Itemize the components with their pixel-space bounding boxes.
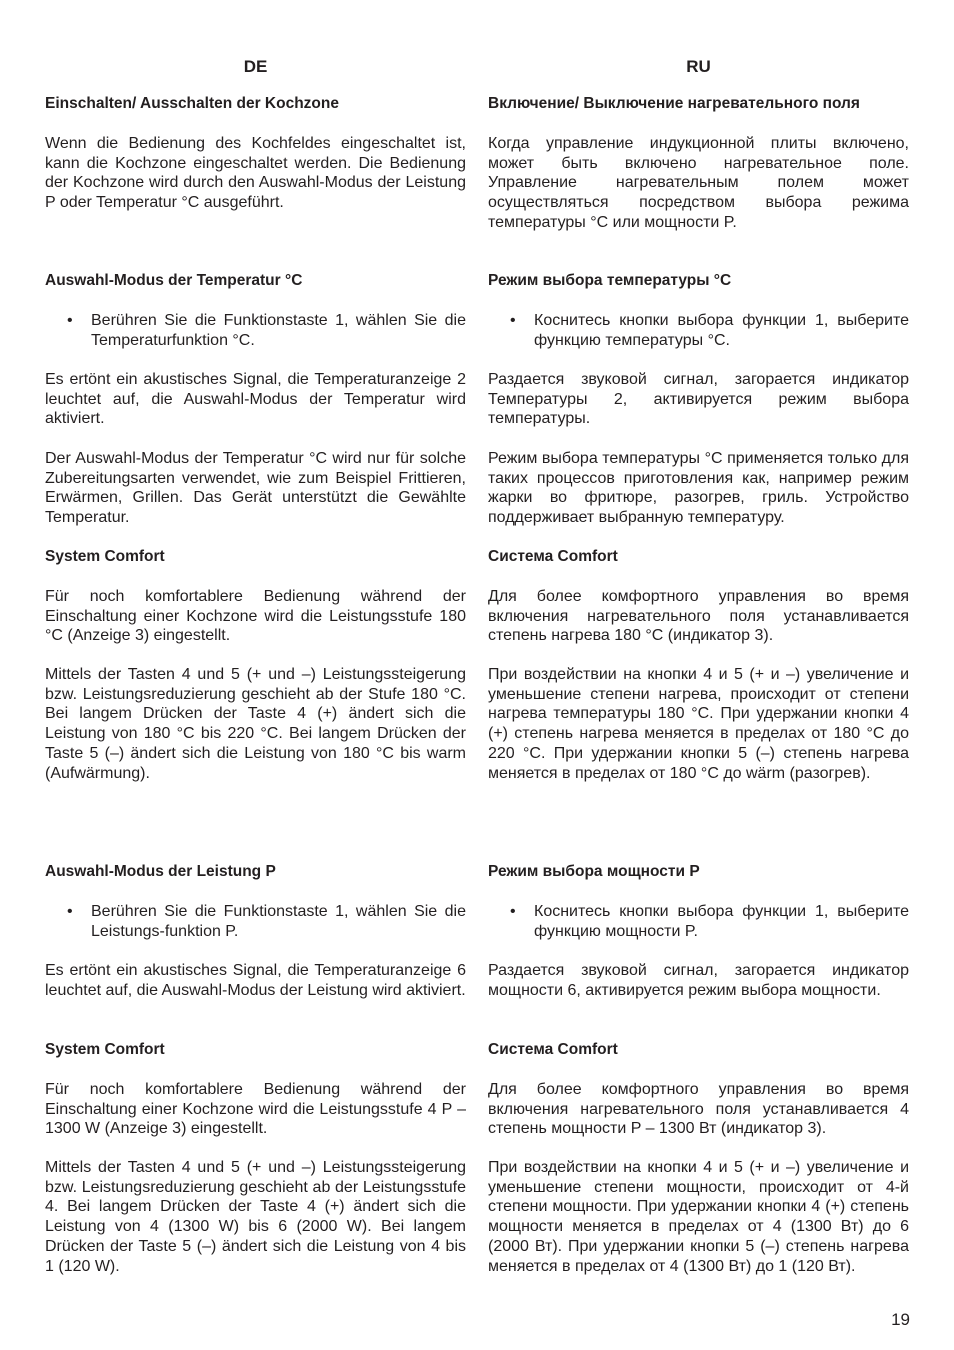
paragraph-temperature-usage: Режим выбора температуры °C применяется только для таких процессов приготовления как, например режим жарки во фритюре, разогрев, гриль. Устройство поддерживает выбранную температуру.: [488, 450, 909, 527]
paragraph-temperature-keys: Mittels der Tasten 4 und 5 (+ und –) Leistungssteigerung bzw. Leistungsreduzierung geschieht ab der Stufe 180 °C. Bei langem Drücken der Taste 4 (+) ändert sich die Leistung von 180 °C bis 220 °C. Bei langem Drücken der Taste 5 (–) ändert sich die Leistung von 180 °C bis warm (Aufwärmung).: [45, 666, 466, 782]
heading-comfort-temperature: Система Comfort: [488, 548, 618, 565]
heading-switch-on-off: Einschalten/ Ausschalten der Kochzone: [45, 95, 339, 112]
paragraph-comfort-power: Für noch komfortablere Bedienung während der Einschaltung einer Kochzone wird die Leistungsstufe 4 P – 1300 W (Anzeige 3) eingestellt.: [45, 1081, 466, 1138]
language-heading-ru: RU: [686, 57, 711, 76]
bullet-power-select: [45, 902, 466, 941]
bullet-text: Berühren Sie die Funktionstaste 1, wählen Sie die Leistungs-funktion P.: [91, 903, 466, 940]
heading-temperature-mode: Режим выбора температуры °C: [488, 272, 732, 289]
heading-comfort-power: Система Comfort: [488, 1041, 618, 1058]
paragraph-comfort-temperature: Для более комфортного управления во время включения нагревательного поля устанавливается степень нагрева 180 °C (индикатор 3).: [488, 588, 909, 645]
heading-comfort-power: System Comfort: [45, 1041, 165, 1058]
page-number: 19: [891, 1310, 910, 1329]
paragraph-temperature-signal: Раздается звуковой сигнал, загорается индикатор Температуры 2, активируется режим выбора температуры.: [488, 371, 909, 428]
bullet-icon: •: [510, 312, 516, 329]
bullet-temperature-select: [488, 311, 909, 350]
bullet-text: Berühren Sie die Funktionstaste 1, wählen Sie die Temperaturfunktion °C.: [91, 312, 466, 349]
bullet-power-select: [488, 902, 909, 941]
bullet-text: Коснитесь кнопки выбора функции 1, выберите функцию температуры °C.: [534, 312, 909, 349]
paragraph-temperature-usage: Der Auswahl-Modus der Temperatur °C wird nur für solche Zubereitungsarten verwendet, wie zum Beispiel Frittieren, Erwärmen, Grillen. Das Gerät unterstützt die Gewählte Temperatur.: [45, 450, 466, 527]
paragraph-intro: Wenn die Bedienung des Kochfeldes eingeschaltet ist, kann die Kochzone eingeschaltet werden. Die Bedienung der Kochzone wird durch den Auswahl-Modus der Leistung P oder Temperatur °C ausgeführt.: [45, 135, 466, 212]
paragraph-intro: Когда управление индукционной плиты включено, может быть включено нагревательное поле. Управление нагревательным полем может осуществляться посредством выбора режима температуры °C или мощности P.: [488, 135, 909, 231]
bullet-icon: •: [67, 312, 73, 329]
bullet-icon: •: [510, 903, 516, 920]
heading-temperature-mode: Auswahl-Modus der Temperatur °C: [45, 272, 303, 289]
paragraph-comfort-temperature: Für noch komfortablere Bedienung während der Einschaltung einer Kochzone wird die Leistungsstufe 180 °C (Anzeige 3) eingestellt.: [45, 588, 466, 645]
paragraph-temperature-keys: При воздействии на кнопки 4 и 5 (+ и –) увеличение и уменьшение степени нагрева, происходит от степени нагрева температуры 180 °C. При удержании кнопки 4 (+) степень нагрева меняется в пределах от 180 °C до 220 °C. При удержании кнопки 5 (–) степень нагрева меняется в пределах от 180 °C до wärm (разогрев).: [488, 666, 909, 782]
paragraph-comfort-power: Для более комфортного управления во время включения нагревательного поля устанавливается 4 степень мощности P – 1300 Вт (индикатор 3).: [488, 1081, 909, 1138]
paragraph-power-signal: Es ertönt ein akustisches Signal, die Temperaturanzeige 6 leuchtet auf, die Auswahl-Modus der Leistung wird aktiviert.: [45, 962, 466, 999]
paragraph-power-signal: Раздается звуковой сигнал, загорается индикатор мощности 6, активируется режим выбора мощности.: [488, 962, 909, 999]
language-heading-de: DE: [243, 57, 268, 76]
heading-switch-on-off: Включение/ Выключение нагревательного поля: [488, 95, 860, 112]
bullet-text: Коснитесь кнопки выбора функции 1, выберите функцию мощности P.: [534, 903, 909, 940]
heading-comfort-temperature: System Comfort: [45, 548, 165, 565]
paragraph-power-keys: При воздействии на кнопки 4 и 5 (+ и –) увеличение и уменьшение степени мощности, происходит от 4-й степени мощности. При удержании кнопки 4 (+) степень мощности меняется в пределах от 4 (1300 Вт) до 6 (2000 Вт). При удержании кнопки 5 (–) степень нагрева меняется в пределах от 4 (1300 Вт) до 1 (120 Вт).: [488, 1159, 909, 1275]
heading-power-mode: Режим выбора мощности P: [488, 863, 700, 880]
heading-power-mode: Auswahl-Modus der Leistung P: [45, 863, 276, 880]
paragraph-power-keys: Mittels der Tasten 4 und 5 (+ und –) Leistungssteigerung bzw. Leistungsreduzierung geschieht ab der Leistungsstufe 4. Bei langem Drücken der Taste 4 (+) ändert sich die Leistung von 4 (1300 W) bis 6 (2000 W). Bei langem Drücken der Taste 5 (–) ändert sich die Leistung von 4 bis 1 (120 W).: [45, 1159, 466, 1275]
paragraph-temperature-signal: Es ertönt ein akustisches Signal, die Temperaturanzeige 2 leuchtet auf, die Auswahl-Modus der Temperatur wird aktiviert.: [45, 371, 466, 428]
bullet-icon: •: [67, 903, 73, 920]
bullet-temperature-select: [45, 311, 466, 350]
